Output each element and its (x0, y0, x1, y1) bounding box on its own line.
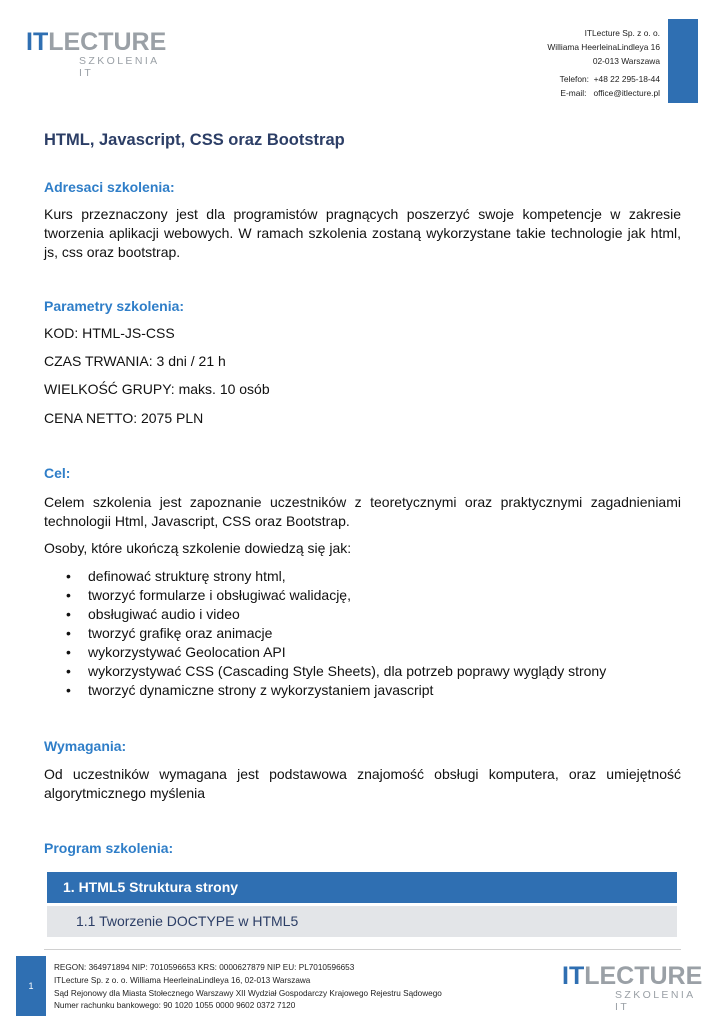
param-price: CENA NETTO: 2075 PLN (44, 410, 204, 426)
footer-court-line: Sąd Rejonowy dla Miasta Stołecznego Warszawy XII Wydział Gospodarczy Krajowego Rejestru Sądowego (54, 988, 442, 998)
list-item (44, 662, 684, 681)
requirements-text: Od uczestników wymagana jest podstawowa znajomość obsługi komputera, oraz umiejętność algorytmicznego myślenia (44, 766, 681, 801)
phone-label: Telefon: (559, 74, 589, 84)
bullet-icon: • (66, 644, 71, 660)
logo-it-text: IT (26, 28, 49, 56)
list-item (44, 681, 684, 700)
audience-text: Kurs przeznaczony jest dla programistów pragnących poszerzyć swoje kompetencje w zakresie tworzenia aplikacji webowych. W ramach szkolenia zostaną wykorzystane takie technologie jak html, js, css oraz bootstrap. (44, 206, 681, 260)
page-title: HTML, Javascript, CSS oraz Bootstrap (44, 131, 345, 149)
list-item (44, 567, 684, 586)
company-city: 02-013 Warszawa (592, 56, 660, 66)
program-section-title: 1. HTML5 Struktura strony (63, 879, 239, 895)
program-item-row (47, 906, 677, 937)
param-duration: CZAS TRWANIA: 3 dni / 21 h (44, 353, 226, 369)
goal-intro: Osoby, które ukończą szkolenie dowiedzą się jak: (44, 540, 352, 556)
list-item (44, 605, 684, 624)
company-address (547, 26, 660, 68)
footer-address-line: ITLecture Sp. z o. o. Williama HeerleinaLindleya 16, 02-013 Warszawa (54, 975, 311, 985)
header-accent-bar (668, 19, 698, 103)
goal-text: Celem szkolenia jest zapoznanie uczestników z teoretycznymi oraz praktycznymi zagadnieniami technologii Html, Javascript, CSS oraz Bootstrap. (44, 494, 681, 529)
list-item-text: definować strukturę strony html, (88, 568, 286, 584)
bullet-icon: • (66, 682, 71, 698)
footer-divider (44, 949, 681, 950)
list-item-text: wykorzystywać Geolocation API (88, 644, 286, 660)
company-street: Williama HeerleinaLindleya 16 (547, 42, 660, 52)
footer-logo-subtitle: SZKOLENIA IT (615, 989, 695, 1013)
phone-value[interactable]: +48 22 295-18-44 (593, 74, 660, 84)
goal-heading: Cel: (44, 465, 71, 481)
footer-registry-line: REGON: 364971894 NIP: 7010596653 KRS: 0000627879 NIP EU: PL7010596653 (54, 963, 355, 972)
footer-info (54, 962, 442, 1013)
list-item (44, 586, 684, 605)
footer-logo-lecture-text: LECTURE (584, 962, 703, 990)
company-name: ITLecture Sp. z o. o. (584, 28, 660, 38)
param-group-size: WIELKOŚĆ GRUPY: maks. 10 osób (44, 381, 270, 397)
list-item-text: tworzyć dynamiczne strony z wykorzystaniem javascript (88, 682, 434, 698)
goals-list (44, 567, 684, 700)
bullet-icon: • (66, 587, 71, 603)
list-item-text: tworzyć formularze i obsługiwać walidację, (88, 587, 351, 603)
page-number: 1 (28, 981, 34, 991)
list-item (44, 624, 684, 643)
param-code: KOD: HTML-JS-CSS (44, 325, 175, 341)
program-section-header (47, 872, 677, 903)
logo-subtitle: SZKOLENIA IT (79, 55, 159, 79)
list-item-text: obsługiwać audio i video (88, 606, 240, 622)
list-item-text: wykorzystywać CSS (Cascading Style Sheets), dla potrzeb poprawy wyglądy strony (88, 663, 607, 679)
program-heading: Program szkolenia: (44, 840, 174, 856)
bullet-icon: • (66, 568, 71, 584)
page-number-badge (16, 956, 46, 1016)
email-link[interactable]: office@itlecture.pl (593, 88, 660, 98)
requirements-heading: Wymagania: (44, 738, 127, 754)
audience-heading: Adresaci szkolenia: (44, 179, 175, 195)
bullet-icon: • (66, 625, 71, 641)
list-item (44, 643, 684, 662)
params-heading: Parametry szkolenia: (44, 298, 185, 314)
email-label: E-mail: (560, 88, 587, 98)
itlecture-logo (26, 28, 171, 79)
bullet-icon: • (66, 606, 71, 622)
bullet-icon: • (66, 663, 71, 679)
logo-lecture-text: LECTURE (48, 28, 167, 56)
footer-bank-line: Numer rachunku bankowego: 90 1020 1055 0000 9602 0372 7120 (54, 1001, 296, 1011)
program-item-title: 1.1 Tworzenie DOCTYPE w HTML5 (76, 913, 299, 929)
footer-itlecture-logo (562, 962, 707, 1013)
list-item-text: tworzyć grafikę oraz animacje (88, 625, 273, 641)
footer-logo-it-text: IT (562, 962, 585, 990)
company-contact (560, 72, 660, 100)
